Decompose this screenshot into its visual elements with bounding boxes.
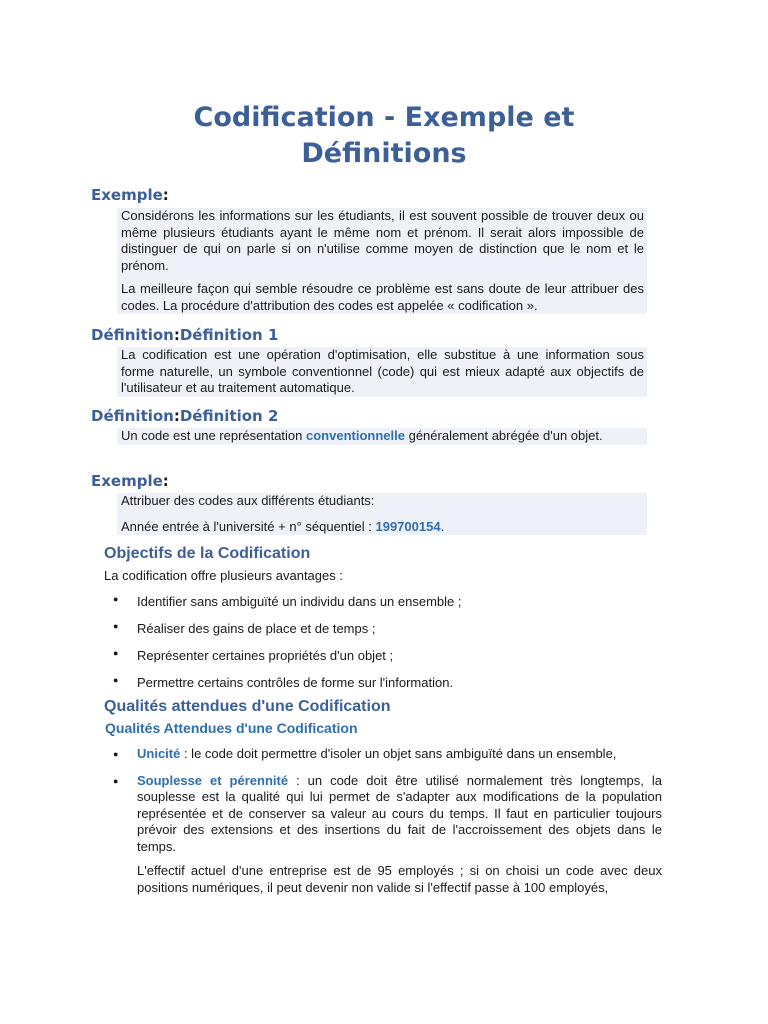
definition-text-2: Un code est une représentation conventionnelle généralement abrégée d'un objet. (121, 428, 603, 443)
list-item: ● Unicité : le code doit permettre d'isoler un objet sans ambiguïté dans un ensemble, (113, 746, 617, 761)
list-item: ● Permettre certains contrôles de forme sur l'information. (113, 675, 454, 690)
list-item: ● Identifier sans ambiguïté un individu dans un ensemble ; (113, 594, 462, 609)
qualites-list (104, 746, 662, 896)
title-line-2: Définitions (301, 138, 467, 169)
exemple-box-2 (117, 493, 647, 535)
exemple-2-line-1: Attribuer des codes aux différents étudiants: (121, 493, 375, 508)
title-line-1: Codification - Exemple et (193, 102, 575, 133)
list-item: ● Réaliser des gains de place et de temps ; (113, 621, 376, 636)
bullet-icon: ● (113, 621, 119, 631)
page-title (120, 100, 648, 172)
exemple-paragraph-1: Considérons les informations sur les étudiants, il est souvent possible de trouver deux ou même plusieurs étudiants ayant le même nom et prénom. Il serait alors impossible de distinguer de qui on parle si on n'utilise comme moyen de distinction que le nom et le prénom. (121, 208, 644, 273)
bullet-icon: ● (113, 675, 119, 685)
unicite-term: Unicité (137, 746, 181, 761)
list-item: ● Souplesse et pérennité : un code doit être utilisé normalement très longtemps, la souplesse est la qualité qui lui permet de s'adapter aux modifications de la population représentée et de conserver sa valeur au cours du temps. Il faut en particulier toujours prévoir des extensions et des insertions du fait de l'accroissement des objets dans le temps. L'effectif actuel d'une entreprise est de 95 employés ; si on choisi un code avec deux positions numériques, il peut devenir non valide si l'effectif passe à 100 employés, (113, 772, 662, 895)
bullet-icon: ● (113, 594, 119, 604)
exemple-heading-1: Exemple: (91, 186, 169, 204)
souplesse-example: L'effectif actuel d'une entreprise est de 95 employés ; si on choisi un code avec deux positions numériques, il peut devenir non valide si l'effectif passe à 100 employés, (137, 863, 662, 895)
exemple-paragraph-2: La meilleure façon qui semble résoudre ce problème est sans doute de leur attribuer des codes. La procédure d'attribution des codes est appelée « codification ». (121, 281, 644, 313)
bullet-icon: ● (113, 775, 119, 786)
qualites-heading: Qualités attendues d'une Codification (104, 698, 391, 715)
definition-heading-2: Définition:Définition 2 (91, 407, 279, 425)
definition-text-1: La codification est une opération d'optimisation, elle substitue à une information sous forme naturelle, un symbole conventionnel (code) qui est mieux adapté aux objectifs de l'utilisateur et au traitement automatique. (121, 347, 644, 395)
objectifs-list (104, 594, 664, 702)
exemple-box-1 (117, 208, 647, 314)
list-item: ● Représenter certaines propriétés d'un objet ; (113, 648, 394, 663)
exemple-heading-2: Exemple: (91, 472, 169, 490)
objectifs-intro: La codification offre plusieurs avantages : (104, 568, 343, 583)
qualites-subheading: Qualités Attendues d'une Codification (105, 720, 358, 736)
objectifs-heading: Objectifs de la Codification (104, 545, 311, 562)
definition-box-1 (117, 347, 647, 397)
example-code: 199700154 (375, 518, 441, 534)
definition-heading-1: Définition:Définition 1 (91, 326, 279, 344)
highlight-conventionnelle: conventionnelle (306, 428, 405, 443)
definition-box-2 (117, 428, 647, 445)
exemple-2-line-2: Année entrée à l'université + n° séquentiel : 199700154. (121, 518, 445, 534)
bullet-icon: ● (113, 749, 119, 759)
souplesse-term: Souplesse et pérennité (137, 772, 289, 788)
bullet-icon: ● (113, 648, 119, 658)
